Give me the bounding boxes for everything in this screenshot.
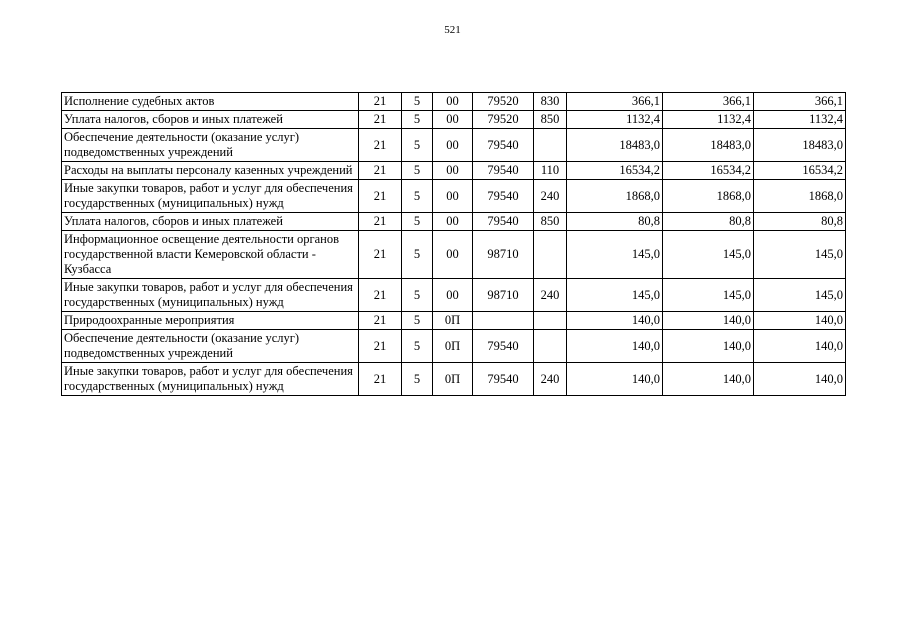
program-code-cell: 5 [402, 111, 433, 129]
amount-year1-cell: 140,0 [567, 363, 663, 396]
expense-name-cell: Иные закупки товаров, работ и услуг для обеспечения государственных (муниципальных) нужд [62, 279, 359, 312]
program-code-cell: 5 [402, 162, 433, 180]
amount-year1-cell: 1868,0 [567, 180, 663, 213]
expense-name-cell: Исполнение судебных актов [62, 93, 359, 111]
ministry-code-cell: 21 [359, 231, 402, 279]
ministry-code-cell: 21 [359, 111, 402, 129]
amount-year2-cell: 16534,2 [663, 162, 754, 180]
expense-name-cell: Обеспечение деятельности (оказание услуг) подведомственных учреждений [62, 129, 359, 162]
expense-type-code-cell: 850 [534, 213, 567, 231]
amount-year1-cell: 16534,2 [567, 162, 663, 180]
ministry-code-cell: 21 [359, 129, 402, 162]
page-number: 521 [444, 24, 461, 36]
amount-year3-cell: 18483,0 [754, 129, 846, 162]
direction-code-cell [473, 312, 534, 330]
subprogram-code-cell: 00 [433, 213, 473, 231]
subprogram-code-cell: 00 [433, 180, 473, 213]
expense-name-cell: Уплата налогов, сборов и иных платежей [62, 111, 359, 129]
expense-type-code-cell [534, 330, 567, 363]
expense-name-cell: Информационное освещение деятельности органов государственной власти Кемеровской области - Кузбасса [62, 231, 359, 279]
expense-type-code-cell: 240 [534, 180, 567, 213]
subprogram-code-cell: 00 [433, 111, 473, 129]
ministry-code-cell: 21 [359, 330, 402, 363]
expense-type-code-cell [534, 312, 567, 330]
expense-type-code-cell: 830 [534, 93, 567, 111]
amount-year2-cell: 80,8 [663, 213, 754, 231]
ministry-code-cell: 21 [359, 162, 402, 180]
table-row [62, 312, 846, 330]
table-row [62, 180, 846, 213]
program-code-cell: 5 [402, 180, 433, 213]
direction-code-cell: 79540 [473, 129, 534, 162]
amount-year3-cell: 140,0 [754, 312, 846, 330]
amount-year1-cell: 145,0 [567, 231, 663, 279]
expense-type-code-cell: 110 [534, 162, 567, 180]
subprogram-code-cell: 00 [433, 231, 473, 279]
amount-year2-cell: 140,0 [663, 330, 754, 363]
amount-year3-cell: 1132,4 [754, 111, 846, 129]
expense-name-cell: Иные закупки товаров, работ и услуг для обеспечения государственных (муниципальных) нужд [62, 180, 359, 213]
subprogram-code-cell: 00 [433, 279, 473, 312]
subprogram-code-cell: 0П [433, 330, 473, 363]
budget-table-body [62, 93, 846, 396]
program-code-cell: 5 [402, 312, 433, 330]
amount-year1-cell: 140,0 [567, 330, 663, 363]
expense-type-code-cell: 850 [534, 111, 567, 129]
amount-year1-cell: 1132,4 [567, 111, 663, 129]
program-code-cell: 5 [402, 231, 433, 279]
subprogram-code-cell: 00 [433, 93, 473, 111]
table-row [62, 111, 846, 129]
budget-table [61, 92, 846, 396]
amount-year3-cell: 16534,2 [754, 162, 846, 180]
table-row [62, 93, 846, 111]
amount-year1-cell: 145,0 [567, 279, 663, 312]
amount-year3-cell: 366,1 [754, 93, 846, 111]
expense-type-code-cell [534, 129, 567, 162]
expense-type-code-cell: 240 [534, 279, 567, 312]
table-row [62, 279, 846, 312]
amount-year2-cell: 140,0 [663, 363, 754, 396]
direction-code-cell: 79540 [473, 363, 534, 396]
subprogram-code-cell: 0П [433, 363, 473, 396]
amount-year3-cell: 140,0 [754, 363, 846, 396]
expense-name-cell: Обеспечение деятельности (оказание услуг) подведомственных учреждений [62, 330, 359, 363]
expense-type-code-cell: 240 [534, 363, 567, 396]
amount-year2-cell: 140,0 [663, 312, 754, 330]
direction-code-cell: 98710 [473, 231, 534, 279]
table-row [62, 330, 846, 363]
amount-year2-cell: 1868,0 [663, 180, 754, 213]
program-code-cell: 5 [402, 213, 433, 231]
amount-year2-cell: 145,0 [663, 279, 754, 312]
amount-year3-cell: 145,0 [754, 231, 846, 279]
program-code-cell: 5 [402, 363, 433, 396]
expense-name-cell: Уплата налогов, сборов и иных платежей [62, 213, 359, 231]
table-row [62, 213, 846, 231]
direction-code-cell: 79520 [473, 111, 534, 129]
amount-year3-cell: 145,0 [754, 279, 846, 312]
subprogram-code-cell: 0П [433, 312, 473, 330]
ministry-code-cell: 21 [359, 279, 402, 312]
amount-year1-cell: 80,8 [567, 213, 663, 231]
direction-code-cell: 98710 [473, 279, 534, 312]
amount-year3-cell: 1868,0 [754, 180, 846, 213]
amount-year1-cell: 140,0 [567, 312, 663, 330]
program-code-cell: 5 [402, 279, 433, 312]
table-row [62, 162, 846, 180]
table-row [62, 231, 846, 279]
program-code-cell: 5 [402, 330, 433, 363]
expense-type-code-cell [534, 231, 567, 279]
expense-name-cell: Иные закупки товаров, работ и услуг для обеспечения государственных (муниципальных) нужд [62, 363, 359, 396]
direction-code-cell: 79540 [473, 213, 534, 231]
ministry-code-cell: 21 [359, 93, 402, 111]
program-code-cell: 5 [402, 129, 433, 162]
ministry-code-cell: 21 [359, 213, 402, 231]
subprogram-code-cell: 00 [433, 129, 473, 162]
direction-code-cell: 79540 [473, 162, 534, 180]
amount-year1-cell: 18483,0 [567, 129, 663, 162]
subprogram-code-cell: 00 [433, 162, 473, 180]
table-row [62, 129, 846, 162]
table-row [62, 363, 846, 396]
amount-year1-cell: 366,1 [567, 93, 663, 111]
expense-name-cell: Природоохранные мероприятия [62, 312, 359, 330]
amount-year2-cell: 18483,0 [663, 129, 754, 162]
amount-year2-cell: 1132,4 [663, 111, 754, 129]
ministry-code-cell: 21 [359, 363, 402, 396]
direction-code-cell: 79540 [473, 330, 534, 363]
direction-code-cell: 79520 [473, 93, 534, 111]
amount-year2-cell: 145,0 [663, 231, 754, 279]
amount-year3-cell: 140,0 [754, 330, 846, 363]
ministry-code-cell: 21 [359, 312, 402, 330]
expense-name-cell: Расходы на выплаты персоналу казенных учреждений [62, 162, 359, 180]
direction-code-cell: 79540 [473, 180, 534, 213]
amount-year2-cell: 366,1 [663, 93, 754, 111]
amount-year3-cell: 80,8 [754, 213, 846, 231]
ministry-code-cell: 21 [359, 180, 402, 213]
program-code-cell: 5 [402, 93, 433, 111]
